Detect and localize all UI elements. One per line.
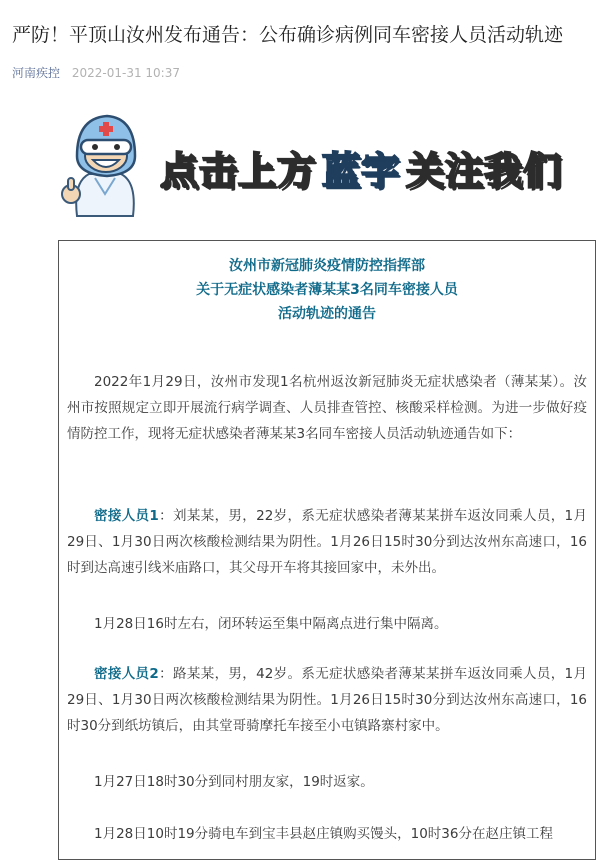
contact-1-text: ：刘某某，男，22岁，系无症状感染者薄某某拼车返汝同乘人员，1月29日、1月30日两次核酸检测结果为阴性。1月26日15时30分到达汝州东高速口，16时到达高速引线米庙路口，其父母开车将其接回家中，未外出。 — [67, 508, 587, 576]
contact-2-paragraph — [67, 661, 587, 739]
contact-2-label: 密接人员2 — [94, 666, 159, 682]
publish-date: 2022-01-31 10:37 — [71, 66, 180, 80]
contact-2-followup-2: 1月28日10时19分骑电车到宝丰县赵庄镇购买馒头，10时36分在赵庄镇工程 — [94, 826, 553, 842]
banner-text-3: 关注我们 — [406, 149, 563, 193]
notice-heading-line: 活动轨迹的通告 — [278, 306, 376, 322]
follow-banner[interactable] — [55, 108, 575, 218]
article-meta — [12, 64, 180, 82]
contact-1-label: 密接人员1 — [94, 508, 159, 524]
follow-us-text — [160, 140, 563, 193]
contact-2-text: ：路某某，男，42岁。系无症状感染者薄某某拼车返汝同乘人员，1月29日、1月30日两次核酸检测结果为阴性。1月26日15时30分到达汝州东高速口，16时30分到纸坊镇后，由其堂哥骑摩托车接至小屯镇路寨村家中。 — [67, 666, 587, 734]
contact-2-followup-1: 1月27日18时30分到同村朋友家，19时返家。 — [94, 774, 374, 790]
notice-heading — [59, 254, 595, 326]
notice-box — [58, 240, 596, 860]
intro-paragraph: 2022年1月29日，汝州市发现1名杭州返汝新冠肺炎无症状感染者（薄某某）。汝州市按照规定立即开展流行病学调查、人员排查管控、核酸采样检测。为进一步做好疫情防控工作，现将无症状感染者薄某某3名同车密接人员活动轨迹通告如下： — [67, 374, 587, 442]
notice-heading-line: 关于无症状感染者薄某某3名同车密接人员 — [196, 282, 458, 298]
contact-1-followup: 1月28日16时左右，闭环转运至集中隔离点进行集中隔离。 — [94, 616, 448, 632]
account-name-link[interactable]: 河南疾控 — [12, 66, 61, 80]
contact-1-paragraph — [67, 503, 587, 581]
article-title: 严防！平顶山汝州发布通告：公布确诊病例同车密接人员活动轨迹 — [12, 24, 564, 46]
medical-mascot-icon — [55, 108, 155, 218]
banner-text-blue: 蓝字 — [322, 149, 401, 193]
banner-text-1: 点击上方 — [160, 149, 317, 193]
notice-heading-line: 汝州市新冠肺炎疫情防控指挥部 — [229, 258, 425, 274]
